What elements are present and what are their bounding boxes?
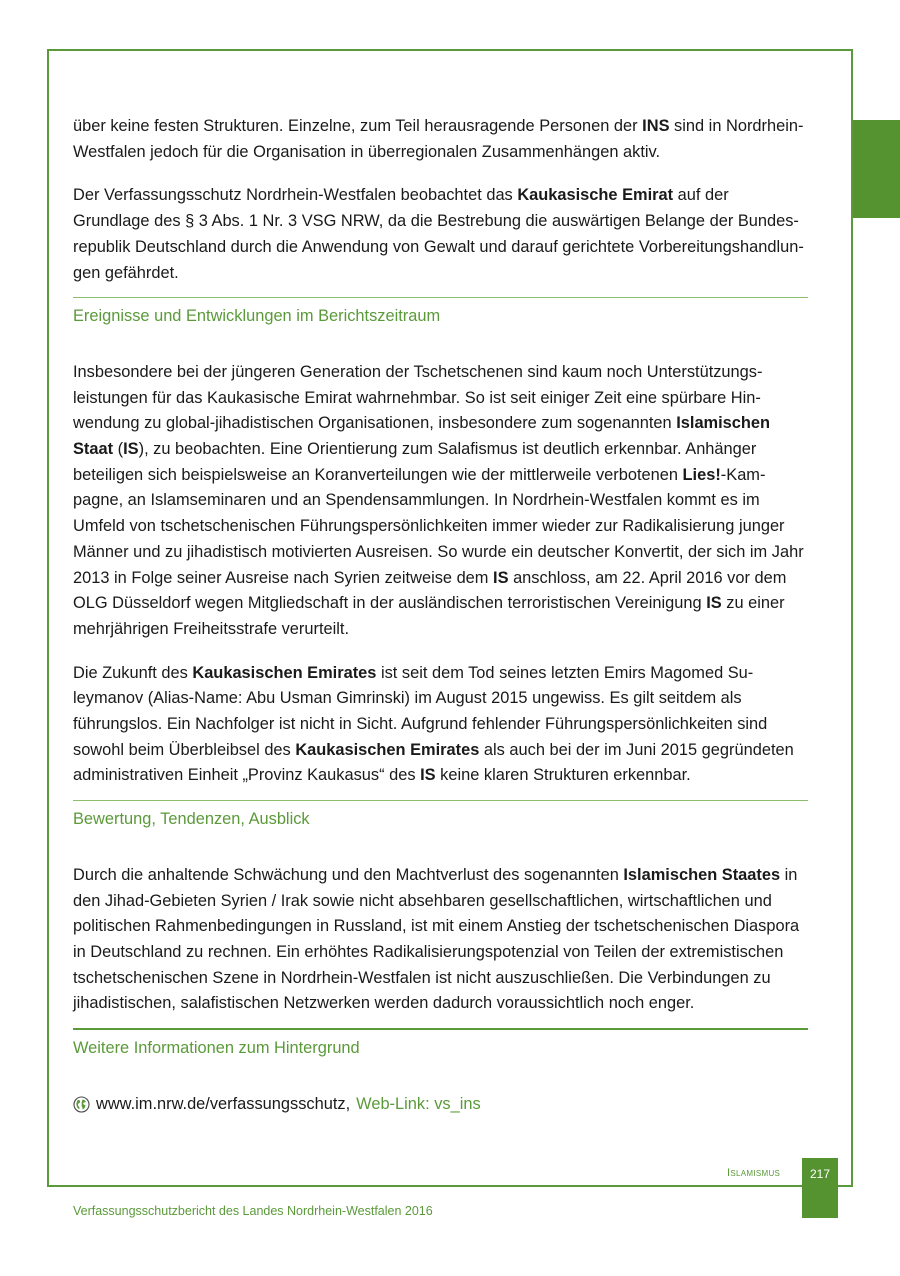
web-link[interactable]: Web-Link: vs_ins xyxy=(356,1094,481,1113)
section-heading-assessment: Bewertung, Tendenzen, Ausblick xyxy=(73,810,310,829)
paragraph-assessment: Durch die anhaltende Schwächung und den Machtverlust des sogenannten Islamischen Staates in den Jihad-Gebieten Syrien / Irak sowie nicht absehbaren gesellschaftlichen, wirtschaftlichen und politischen Rahmenbedingungen in Russland, ist mit einem Anstieg der tschetschenischen Diaspora in Deutschland zu rechnen. Ein erhöhtes Radikalisierungspotenzial von Teilen der extremistischen tschetschenischen Szene in Nordrhein-Westfalen ist nicht auszuschließen. Die Verbindungen zu jihadistischen, salafistischen Netzwerken werden dadurch voraussichtlich noch enger. xyxy=(73,865,800,1013)
paragraph-intro: über keine festen Strukturen. Einzelne, zum Teil herausragende Personen der INS sind in Nordrhein-Westfalen jedoch für die Organisation in überregionalen Zusammenhängen aktiv. xyxy=(73,117,804,161)
page-number: 217 xyxy=(802,1158,838,1218)
paragraph-observation: Der Verfassungsschutz Nordrhein-Westfalen beobachtet das Kaukasische Emirat auf der Grundlage des § 3 Abs. 1 Nr. 3 VSG NRW, da die Bestrebung die auswärtigen Belange der Bundesrepublik Deutschland durch die Anwendung von Gewalt und darauf gerichtete Vorbereitungshandlungen gefährdet. xyxy=(73,186,804,282)
footer-section-label: Islamismus xyxy=(727,1167,781,1179)
report-title: Verfassungsschutzbericht des Landes Nordrhein-Westfalen 2016 xyxy=(73,1204,433,1218)
url-text[interactable]: www.im.nrw.de/verfassungsschutz, xyxy=(96,1094,351,1113)
section-divider xyxy=(73,1028,808,1030)
globe-icon xyxy=(73,1096,90,1113)
web-link-row xyxy=(73,1092,808,1118)
chapter-tab xyxy=(853,120,900,218)
main-content xyxy=(73,114,808,1118)
section-divider xyxy=(73,297,808,298)
section-heading-events: Ereignisse und Entwicklungen im Berichtszeitraum xyxy=(73,307,441,326)
section-heading-more-info: Weitere Informationen zum Hintergrund xyxy=(73,1039,360,1058)
paragraph-future: Die Zukunft des Kaukasischen Emirates ist seit dem Tod seines letzten Emirs Magomed Suleymanov (Alias-Name: Abu Usman Gimrinski) im August 2015 ungewiss. Es gilt seitdem als führungslos. Ein Nachfolger ist nicht in Sicht. Aufgrund fehlender Führungspersönlichkeiten sind sowohl beim Überbleibsel des Kaukasischen Emirates als auch bei der im Juni 2015 gegründeten administrativen Einheit „Provinz Kaukasus“ des IS keine klaren Strukturen erkennbar. xyxy=(73,663,794,785)
paragraph-events: Insbesondere bei der jüngeren Generation der Tschetschenen sind kaum noch Unterstützungsleistungen für das Kaukasische Emirat wahrnehmbar. So ist seit einiger Zeit eine spürbare Hinwendung zu global-jihadistischen Organisationen, insbesondere zum sogenannten Islamischen Staat (IS), zu beobachten. Eine Orientierung zum Salafismus ist deutlich erkennbar. Anhänger beteiligen sich beispielsweise an Koranverteilungen wie der mittlerweile verbotenen Lies!-Kampagne, an Islamseminaren und an Spendensammlungen. In Nordrhein-Westfalen kommt es im Umfeld von tschetschenischen Führungspersönlichkeiten immer wieder zur Radikalisierung junger Männer und zu jihadistisch motivierten Ausreisen. So wurde ein deutscher Konvertit, der sich im Jahr 2013 in Folge seiner Ausreise nach Syrien zeitweise dem IS anschloss, am 22. April 2016 vor dem OLG Düsseldorf wegen Mitgliedschaft in der ausländischen terroristischen Vereinigung IS zu einer mehrjährigen Freiheitsstrafe verurteilt. xyxy=(73,362,804,638)
section-divider xyxy=(73,800,808,801)
